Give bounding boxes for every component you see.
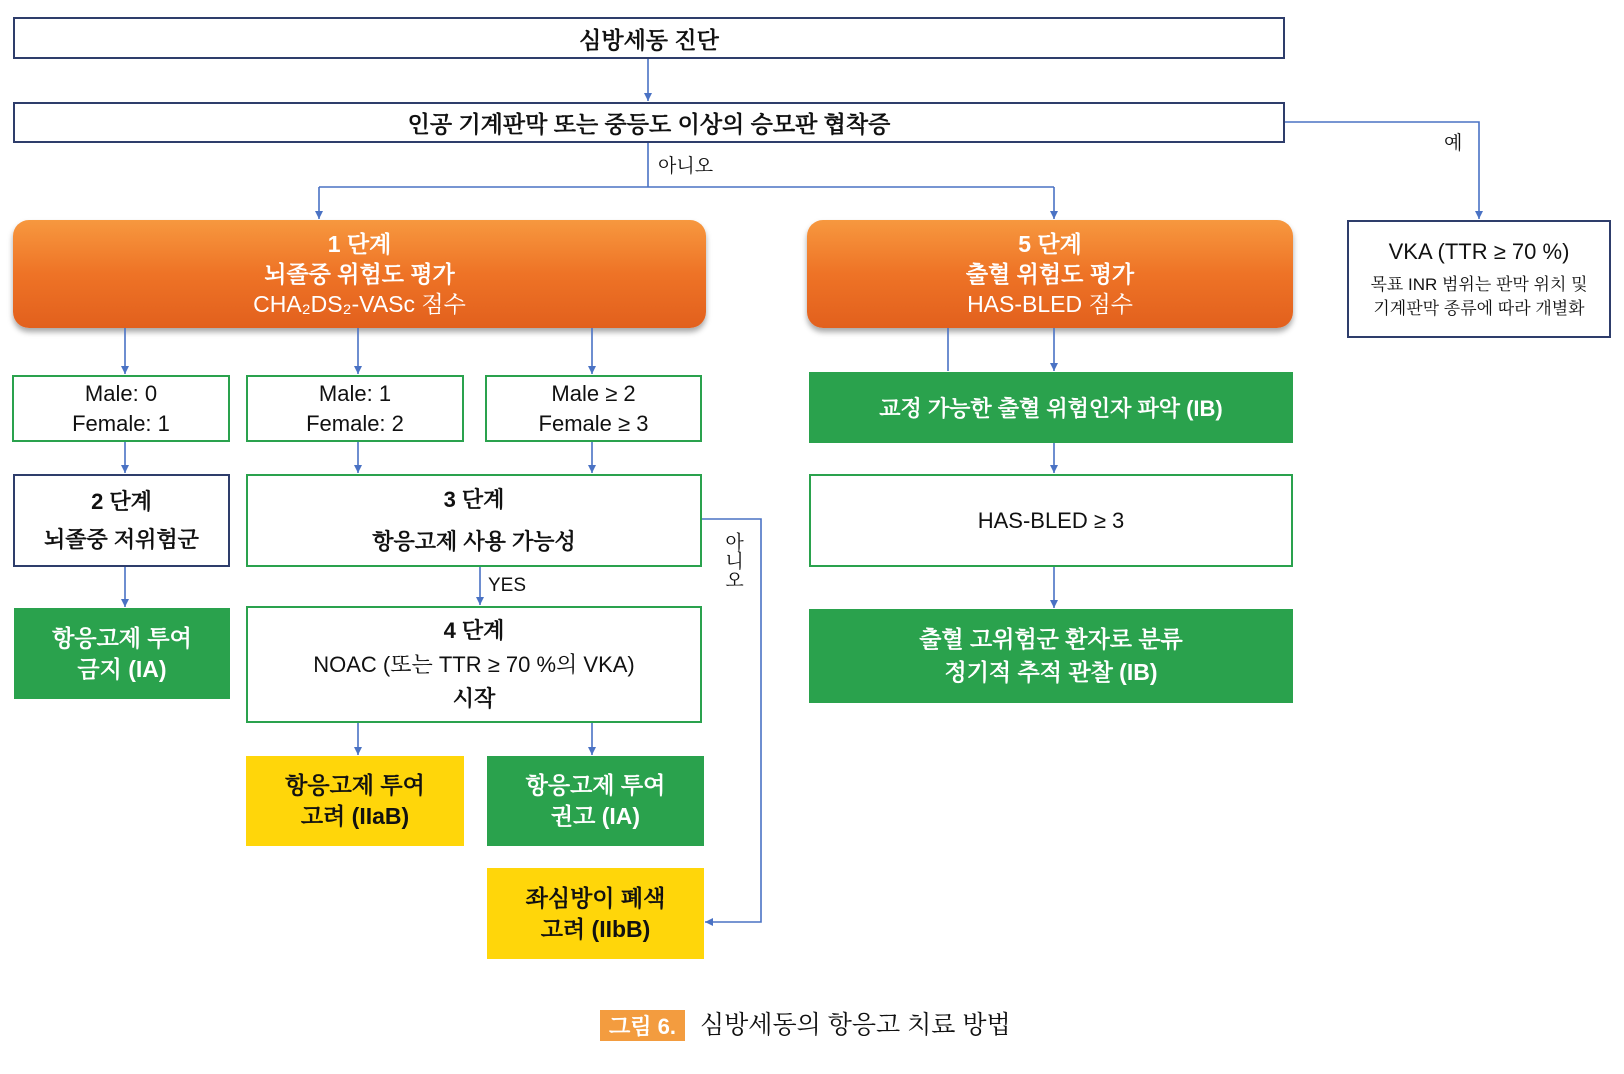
figure-caption-label: 그림 6. [600,1010,685,1041]
laao-line1: 좌심방이 폐색 [525,884,666,911]
vka-note-line1: 목표 INR 범위는 판막 위치 및 [1370,275,1588,294]
contraindicated-line2: 금지 (IA) [77,655,167,682]
score-group-male: Male: 1 [318,380,392,406]
step3-box [246,474,702,567]
step3-no-label: 아니오 [722,532,743,589]
hasbled-high-box [809,474,1293,567]
score-group-female: Female: 1 [72,410,170,436]
consider-line1: 항응고제 투여 [285,772,425,798]
step2-title: 2 단계 [91,488,152,514]
recommend-line1: 항응고제 투여 [525,772,666,798]
no-branch-label: 아니오 [658,156,714,177]
laa-occlusion-box [487,868,704,959]
step5-title: 5 단계 [1018,231,1082,257]
step4-title: 4 단계 [443,617,505,643]
valve-question-text: 인공 기계판막 또는 중등도 이상의 승모판 협착증 [407,111,891,137]
high-risk-line1: 출혈 고위험군 환자로 분류 [919,626,1183,652]
step3-yes-label: YES [488,575,527,596]
score-group-female: Female: 2 [306,410,404,436]
vka-note-line2: 기계판막 종류에 따라 개별화 [1373,299,1585,318]
bleeding-factors-text: 교정 가능한 출혈 위험인자 파악 (IB) [879,396,1223,421]
bleeding-risk-factors-box [809,372,1293,443]
step3-title: 3 단계 [443,486,505,512]
diagnosis-box [13,17,1285,59]
recommend-line2: 권고 (IA) [550,803,641,829]
score-group-male: Male: 0 [84,380,158,406]
score-group-mid [246,375,464,442]
anticoagulant-contraindicated-box [14,608,230,699]
step4-box [246,606,702,723]
step1-title: 1 단계 [327,231,392,257]
step5-score: HAS-BLED 점수 [967,291,1133,317]
score-group-female: Female ≥ 3 [538,410,649,436]
hasbled-high-text: HAS-BLED ≥ 3 [977,507,1125,533]
anticoagulant-recommend-box [487,756,704,846]
step4-action: 시작 [452,685,496,711]
step1-score: CHA₂DS₂-VASc 점수 [253,291,466,317]
score-group-low [12,375,230,442]
score-group-high [485,375,702,442]
vka-box [1347,220,1611,338]
high-bleeding-risk-box [809,609,1293,703]
high-risk-line2: 정기적 추적 관찰 (IB) [944,659,1158,685]
step4-text: NOAC (또는 TTR ≥ 70 %의 VKA) [313,651,635,677]
laao-line2: 고려 (IIbB) [540,915,651,942]
yes-branch-label: 예 [1444,133,1463,154]
step1-subtitle: 뇌졸중 위험도 평가 [264,261,455,287]
step1-box [13,220,706,328]
figure-caption-text: 심방세동의 항응고 치료 방법 [700,1011,1011,1039]
step5-box [807,220,1293,328]
valve-question-box [13,102,1285,143]
step3-text: 항응고제 사용 가능성 [372,528,576,554]
consider-line2: 고려 (IIaB) [300,803,410,829]
contraindicated-line1: 항응고제 투여 [52,624,192,651]
anticoagulant-consider-box [246,756,464,846]
score-group-male: Male ≥ 2 [551,380,636,406]
diagnosis-text: 심방세동 진단 [579,26,719,53]
step5-subtitle: 출혈 위험도 평가 [965,261,1135,287]
step2-text: 뇌졸중 저위험군 [44,526,199,552]
vka-title: VKA (TTR ≥ 70 %) [1388,239,1570,264]
step2-box [13,474,230,567]
